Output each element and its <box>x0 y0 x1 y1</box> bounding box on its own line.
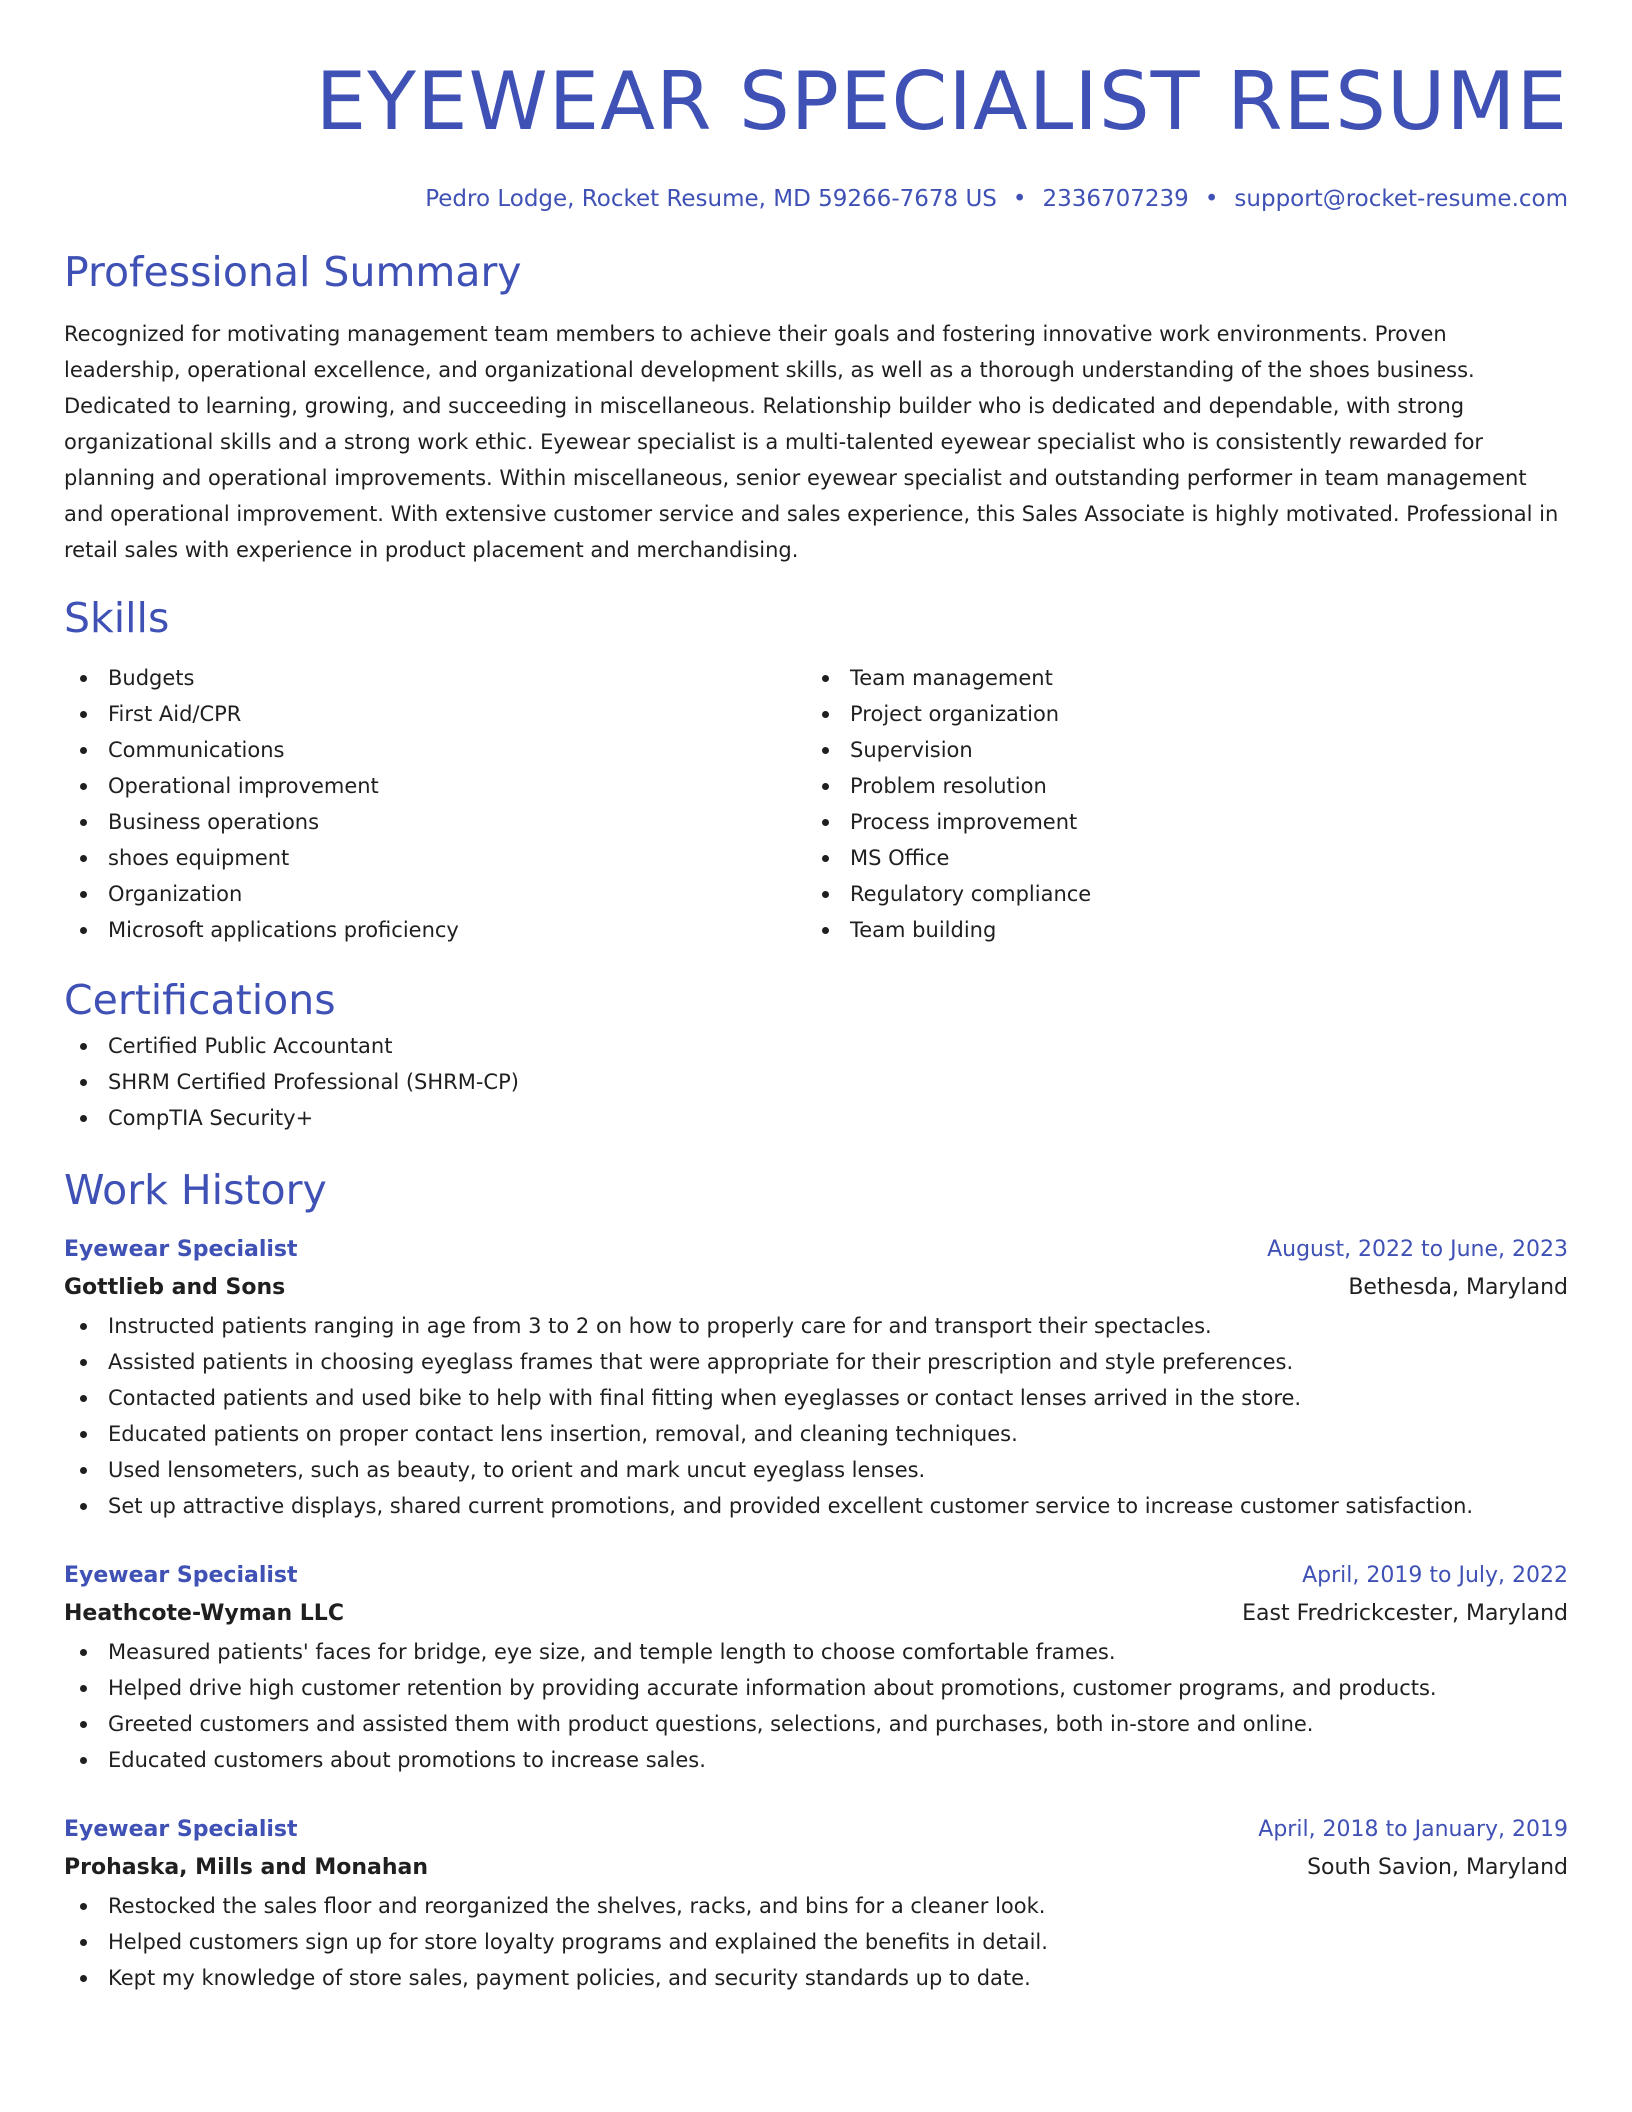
skill-item: Microsoft applications proficiency <box>64 912 806 948</box>
job-company: Heathcote-Wyman LLC <box>64 1601 344 1626</box>
job-duty: Assisted patients in choosing eyeglass frames that were appropriate for their prescription and style preferences. <box>64 1344 1568 1380</box>
contact-phone: 2336707239 <box>1042 186 1189 212</box>
job-duty: Contacted patients and used bike to help with final fitting when eyeglasses or contact lenses arrived in the store. <box>64 1380 1568 1416</box>
certifications-heading: Certifications <box>64 976 336 1024</box>
skills-list-right <box>806 660 1548 948</box>
job-employer-row <box>64 1268 1568 1308</box>
resume-page <box>64 0 1568 1996</box>
contact-separator: • <box>1204 186 1219 212</box>
job-location: South Savion, Maryland <box>1307 1855 1568 1880</box>
job-duties-list <box>64 1888 1568 1996</box>
job-duties-list <box>64 1634 1568 1778</box>
job-title: Eyewear Specialist <box>64 1563 298 1588</box>
job-duty: Restocked the sales floor and reorganized the shelves, racks, and bins for a cleaner look. <box>64 1888 1568 1924</box>
skills-column-right <box>806 660 1548 948</box>
job-duty: Educated customers about promotions to increase sales. <box>64 1742 1568 1778</box>
work-history-heading: Work History <box>64 1166 327 1214</box>
job-location: East Fredrickcester, Maryland <box>1242 1601 1568 1626</box>
job-employer-row <box>64 1848 1568 1888</box>
job-company: Prohaska, Mills and Monahan <box>64 1855 429 1880</box>
job-company: Gottlieb and Sons <box>64 1275 286 1300</box>
job-header-row <box>64 1232 1568 1268</box>
job-duty: Greeted customers and assisted them with product questions, selections, and purchases, both in-store and online. <box>64 1706 1568 1742</box>
skill-item: Supervision <box>806 732 1548 768</box>
job-dates: August, 2022 to June, 2023 <box>1267 1237 1568 1262</box>
job-duty: Instructed patients ranging in age from 3 to 2 on how to properly care for and transport their spectacles. <box>64 1308 1568 1344</box>
job-entry <box>64 1812 1568 1996</box>
contact-address: Pedro Lodge, Rocket Resume, MD 59266-7678 US <box>425 186 997 212</box>
skills-heading: Skills <box>64 594 170 642</box>
job-title: Eyewear Specialist <box>64 1237 298 1262</box>
certification-item: Certified Public Accountant <box>64 1028 1568 1064</box>
skill-item: shoes equipment <box>64 840 806 876</box>
job-entry <box>64 1558 1568 1778</box>
job-duty: Measured patients' faces for bridge, eye size, and temple length to choose comfortable frames. <box>64 1634 1568 1670</box>
certification-item: SHRM Certified Professional (SHRM-CP) <box>64 1064 1568 1100</box>
skill-item: Process improvement <box>806 804 1548 840</box>
summary-heading: Professional Summary <box>64 248 522 296</box>
skill-item: Business operations <box>64 804 806 840</box>
job-header-row <box>64 1558 1568 1594</box>
job-duty: Kept my knowledge of store sales, payment policies, and security standards up to date. <box>64 1960 1568 1996</box>
skills-column-left <box>64 660 806 948</box>
contact-line <box>64 182 1568 216</box>
skill-item: Organization <box>64 876 806 912</box>
skill-item: Team building <box>806 912 1548 948</box>
certification-item: CompTIA Security+ <box>64 1100 1568 1136</box>
job-employer-row <box>64 1594 1568 1634</box>
job-duties-list <box>64 1308 1568 1524</box>
job-header-row <box>64 1812 1568 1848</box>
resume-title: EYEWEAR SPECIALIST RESUME <box>315 55 1568 148</box>
skill-item: Operational improvement <box>64 768 806 804</box>
job-dates: April, 2018 to January, 2019 <box>1258 1817 1568 1842</box>
job-duty: Set up attractive displays, shared current promotions, and provided excellent customer service to increase customer satisfaction. <box>64 1488 1568 1524</box>
job-title: Eyewear Specialist <box>64 1817 298 1842</box>
skill-item: First Aid/CPR <box>64 696 806 732</box>
job-location: Bethesda, Maryland <box>1348 1275 1568 1300</box>
job-entry <box>64 1232 1568 1524</box>
job-dates: April, 2019 to July, 2022 <box>1302 1563 1568 1588</box>
contact-separator: • <box>1012 186 1027 212</box>
skill-item: Team management <box>806 660 1548 696</box>
job-duty: Used lensometers, such as beauty, to orient and mark uncut eyeglass lenses. <box>64 1452 1568 1488</box>
skill-item: Project organization <box>806 696 1548 732</box>
job-duty: Educated patients on proper contact lens insertion, removal, and cleaning techniques. <box>64 1416 1568 1452</box>
skill-item: MS Office <box>806 840 1548 876</box>
contact-email: support@rocket-resume.com <box>1234 186 1568 212</box>
skills-list-left <box>64 660 806 948</box>
certifications-list <box>64 1028 1568 1136</box>
skill-item: Problem resolution <box>806 768 1548 804</box>
summary-text: Recognized for motivating management team members to achieve their goals and fostering innovative work environments. Proven leadership, operational excellence, and organizational development skills, as well as a thorough understanding of the shoes business. Dedicated to learning, growing, and succeeding in miscellaneous. Relationship builder who is dedicated and dependable, with strong organizational skills and a strong work ethic. Eyewear specialist is a multi-talented eyewear specialist who is consistently rewarded for planning and operational improvements. Within miscellaneous, senior eyewear specialist and outstanding performer in team management and operational improvement. With extensive customer service and sales experience, this Sales Associate is highly motivated. Professional in retail sales with experience in product placement and merchandising. <box>64 322 1559 562</box>
job-duty: Helped customers sign up for store loyalty programs and explained the benefits in detail. <box>64 1924 1568 1960</box>
skill-item: Regulatory compliance <box>806 876 1548 912</box>
skill-item: Communications <box>64 732 806 768</box>
job-duty: Helped drive high customer retention by providing accurate information about promotions, customer programs, and products. <box>64 1670 1568 1706</box>
skills-columns <box>64 660 1568 948</box>
skill-item: Budgets <box>64 660 806 696</box>
